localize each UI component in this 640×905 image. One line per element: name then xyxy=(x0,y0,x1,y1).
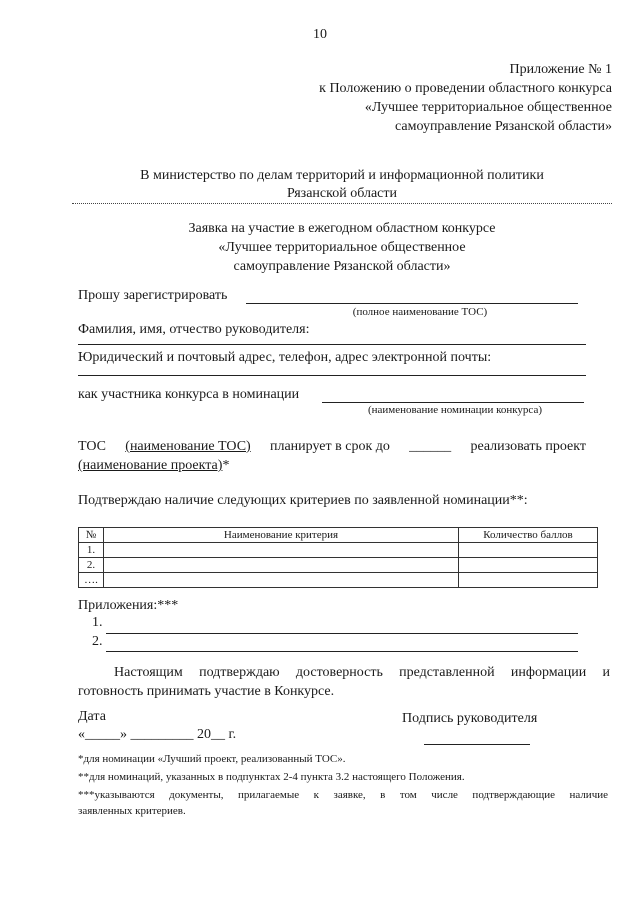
address-field[interactable] xyxy=(78,375,586,376)
header-number: № xyxy=(79,528,104,543)
attachments-label: Приложения:*** xyxy=(78,598,179,613)
nomination-field[interactable] xyxy=(322,402,584,403)
title-line-2: «Лучшее территориальное общественное xyxy=(218,240,466,255)
nomination-hint: (наименование номинации конкурса) xyxy=(367,404,542,416)
footnote-3-line-2: заявленных критериев. xyxy=(78,805,186,817)
plan-project-name: (наименование проекта) xyxy=(78,458,223,473)
appendix-line-2: к Положению о проведении областного конкурса xyxy=(319,81,612,96)
nomination-label: как участника конкурса в номинации xyxy=(78,387,300,402)
appendix-line-1: Приложение № 1 xyxy=(509,62,612,77)
table-header-row xyxy=(79,528,598,543)
signature-label: Подпись руководителя xyxy=(402,711,538,726)
row-number: 2. xyxy=(79,558,104,573)
attachment-number: 2. xyxy=(92,634,103,649)
plan-tos-name: (наименование ТОС) xyxy=(125,439,251,454)
table-row xyxy=(79,558,598,573)
tos-name-hint: (полное наименование ТОС) xyxy=(352,306,488,318)
attachment-field[interactable] xyxy=(106,633,578,634)
date-label: Дата xyxy=(78,709,106,724)
footnote-2: **для номинаций, указанных в подпунктах 2-4 пункта 3.2 настоящего Положения. xyxy=(78,771,465,783)
plan-tos: ТОС xyxy=(78,439,106,454)
header-score: Количество баллов xyxy=(459,528,598,543)
date-field[interactable]: «_____» _________ 20__ г. xyxy=(78,727,237,742)
confirmation-line-1: Настоящим подтверждаю достоверность представленной информации и xyxy=(114,665,610,680)
addressee-underline xyxy=(72,203,612,204)
score-cell[interactable] xyxy=(459,543,598,558)
address-label: Юридический и почтовый адрес, телефон, адрес электронной почты: xyxy=(78,350,492,365)
criterion-cell[interactable] xyxy=(104,573,459,588)
tos-name-field[interactable] xyxy=(246,303,578,304)
confirmation-line-2: готовность принимать участие в Конкурсе. xyxy=(78,684,335,699)
attachment-number: 1. xyxy=(92,615,103,630)
title-line-1: Заявка на участие в ежегодном областном конкурсе xyxy=(188,221,496,236)
title-line-3: самоуправление Рязанской области» xyxy=(233,259,451,274)
score-cell[interactable] xyxy=(459,558,598,573)
page-number: 10 xyxy=(313,27,327,42)
head-label: Фамилия, имя, отчество руководителя: xyxy=(78,322,310,337)
criteria-table xyxy=(78,527,598,588)
criterion-cell[interactable] xyxy=(104,558,459,573)
plan-star: * xyxy=(222,458,230,473)
appendix-line-3: «Лучшее территориальное общественное xyxy=(364,100,612,115)
addressee-line-2: Рязанской области xyxy=(286,186,398,201)
footnote-3-line-1: ***указываются документы, прилагаемые к заявке, в том числе подтверждающие наличие xyxy=(78,789,608,801)
table-row xyxy=(79,543,598,558)
head-name-field[interactable] xyxy=(78,344,586,345)
plan-end: реализовать проект xyxy=(470,439,586,454)
plan-deadline-blank[interactable]: ______ xyxy=(409,439,452,454)
criterion-cell[interactable] xyxy=(104,543,459,558)
table-row xyxy=(79,573,598,588)
appendix-line-4: самоуправление Рязанской области» xyxy=(395,119,612,134)
addressee-line-1: В министерство по делам территорий и информационной политики xyxy=(140,168,544,183)
row-number: …. xyxy=(79,573,104,588)
header-criterion: Наименование критерия xyxy=(104,528,459,543)
plan-line-2 xyxy=(78,458,229,474)
plan-line-1 xyxy=(78,439,586,455)
criteria-intro: Подтверждаю наличие следующих критериев по заявленной номинации**: xyxy=(78,493,528,508)
attachment-field[interactable] xyxy=(106,651,578,652)
signature-field[interactable] xyxy=(424,744,530,745)
row-number: 1. xyxy=(79,543,104,558)
plan-mid: планирует в срок до xyxy=(269,439,390,454)
footnote-1: *для номинации «Лучший проект, реализованный ТОС». xyxy=(78,753,346,765)
register-label: Прошу зарегистрировать xyxy=(78,288,228,303)
score-cell[interactable] xyxy=(459,573,598,588)
